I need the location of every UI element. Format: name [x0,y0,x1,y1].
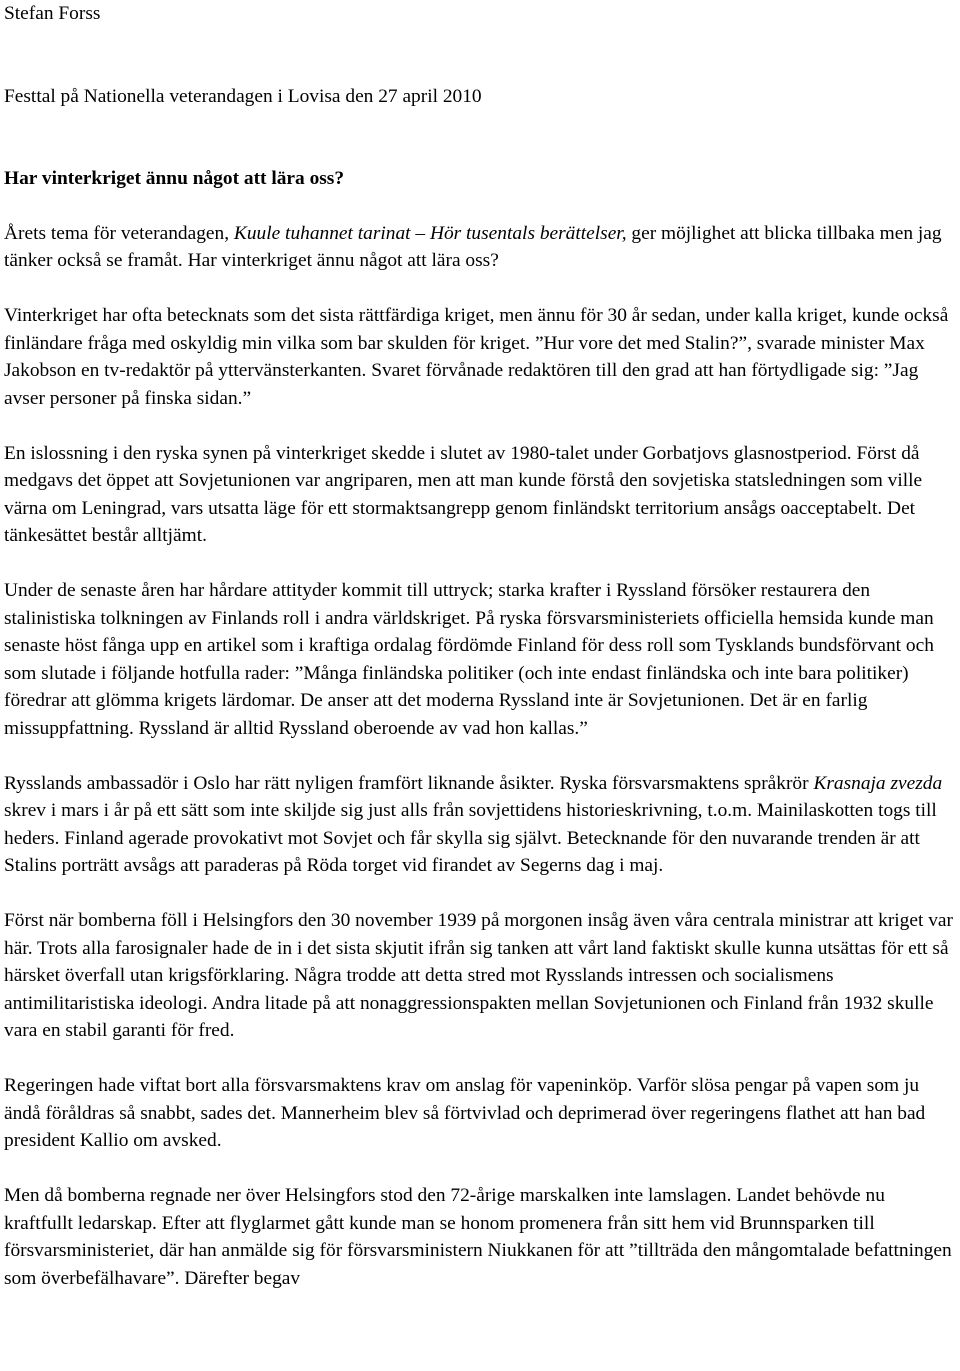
paragraph-jakobson: Vinterkriget har ofta betecknats som det sista rättfärdiga kriget, men ännu för 30 år sedan, under kalla kriget, kunde också finländare fråga med oskyldig min vilka som bar skulden för kriget. ”Hur vore det med Stalin?”, svarade minister Max Jakobson en tv-redaktör på yttervänsterkanten. Svaret förvånade redaktören till den grad att han förtydligade sig: ”Jag avser personer på finska sidan.” [4,305,949,409]
paragraph-bombing-1939: Först när bomberna föll i Helsingfors den 30 november 1939 på morgonen insåg även våra centrala ministrar att kriget var här. Trots alla farosignaler hade de in i det sista skjutit ifrån sig tanken att vårt land faktiskt skulle kunna utsättas för ett så härsket överfall utan krigsförklaring. Några trodde att detta stred mot Rysslands intressen och socialismens antimilitaristiska ideologi. Andra litade på att nonaggressionspakten mellan Sovjetunionen och Finland från 1932 skulle vara en stabil garanti för fred. [4,910,953,1041]
paragraph-5-text-after: skrev i mars i år på ett sätt som inte skiljde sig just alls från sovjettidens historieskrivning, t.o.m. Mainilaskotten togs till heders. Finland agerade provokativt mot Sovjet och får skylla sig självt. Betecknande för den nuvarande trenden är att Stalins porträtt avsågs att paraderas på Röda torget vid firandet av Segerns dag i maj. [4,800,937,876]
intro-text-before: Årets tema för veterandagen, [4,222,234,244]
paragraph-glasnost: En islossning i den ryska synen på vinterkriget skedde i slutet av 1980-talet under Gorbatjovs glasnostperiod. Först då medgavs det öppet att Sovjetunionen var angriparen, men att man kunde förstå den sovjetiska statsledningen som ville värna om Leningrad, vars utsatta läge för ett stormaktsangrepp genom finländskt territorium ansågs oacceptabelt. Det tänkesättet består alltjämt. [4,442,923,546]
speech-headline: Har vinterkriget ännu något att lära oss? [4,168,345,189]
paragraph-government: Regeringen hade viftat bort alla försvarsmaktens krav om anslag för vapeninköp. Varför slösa pengar på vapen som ju ändå föråldras så snabbt, sades det. Mannerheim blev så förtvivlad och deprimerad över regeringens flathet att han bad president Kallio om avsked. [4,1075,926,1151]
paragraph-5-text-before: Rysslands ambassadör i Oslo har rätt nyligen framfört liknande åsikter. Ryska försvarsmaktens språkrör [4,772,814,794]
document-page [4,0,958,1292]
newspaper-name: Krasnaja zvezda [813,772,943,794]
author-name: Stefan Forss [4,3,101,24]
paragraph-krasnaja-zvezda [4,770,958,880]
intro-paragraph [4,220,958,275]
paragraph-mannerheim: Men då bomberna regnade ner över Helsingfors stod den 72-årige marskalken inte lamslagen. Landet behövde nu kraftfullt ledarskap. Efter att flyglarmet gått kunde man se honom promenera från sitt hem vid Brunnsparken till försvarsministeriet, där han anmälde sig för försvarsministern Niukkanen för att ”tillträda den mångomtalade befattningen som överbefälhavare”. Därefter begav [4,1185,952,1289]
paragraph-stalinist-interpretation: Under de senaste åren har hårdare attityder kommit till uttryck; starka krafter i Ryssland försöker restaurera den stalinistiska tolkningen av Finlands roll i andra världskriget. På ryska försvarsministeriets officiella hemsida kunde man senaste höst fånga upp en artikel som i kraftiga ordalag fördömde Finland för dess roll som Tysklands bundsförvant och som slutade i följande hotfulla rader: ”Många finländska politiker (och inte endast finländska och inte bara politiker) föredrar att glömma krigets lärdomar. De anser att det moderna Ryssland inte är Sovjetunionen. Det är en farlig missuppfattning. Ryssland är alltid Ryssland oberoende av vad hon kallas.” [4,580,934,739]
theme-title: Kuule tuhannet tarinat – Hör tusentals berättelser, [233,222,627,244]
intro-text-after: ger möjlighet att blicka tillbaka men jag tänker också se framåt. Har vinterkriget ännu något att lära oss? [4,222,942,271]
speech-occasion: Festtal på Nationella veterandagen i Lovisa den 27 april 2010 [4,85,482,107]
